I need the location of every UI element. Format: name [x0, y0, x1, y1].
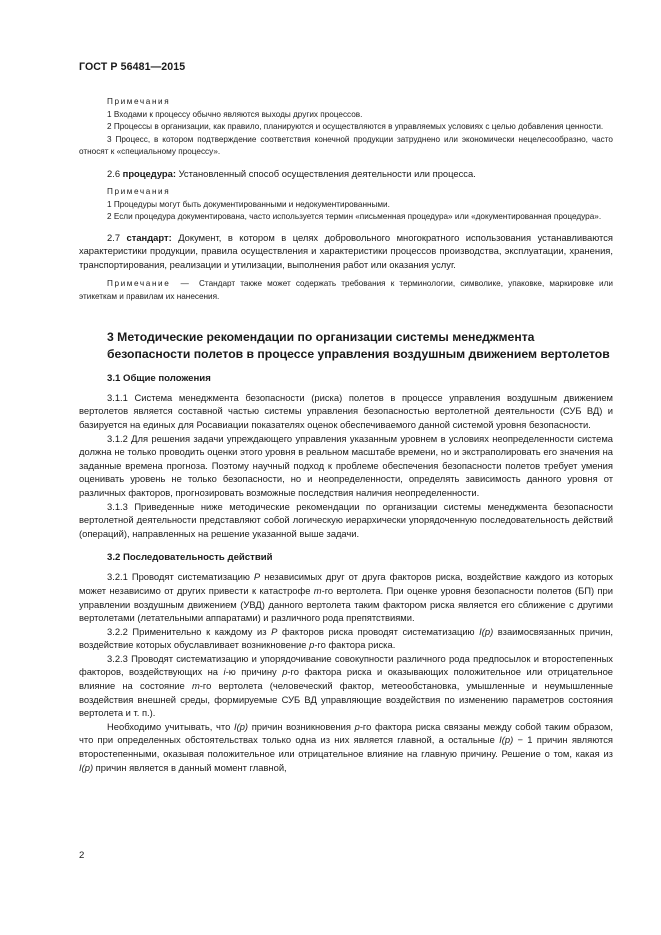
text-run: -го фактора риска и оказывающих положительное или отрицательное влияние на состояние: [79, 666, 614, 692]
math-var: p: [354, 720, 360, 732]
definition-term: процедура:: [122, 167, 176, 179]
note-item: 2 Если процедура документирована, часто используется термин «письменная процедура» или «документированная процедура».: [107, 212, 602, 222]
text-run: − 1 причин являются второстепенными, оказывая положительное или отрицательное влияние на главную причину. Решение о том, какая из: [79, 734, 614, 760]
paragraph-3-1-1: 3.1.1 Система менеджмента безопасности (риска) полетов в процессе управления воздушным движением вертолетов является составной частью системы управления безопасностью вертолетной деятельности (СУБ ВД) и базируется на единых для Росавиации показателях оценок обеспечиваемого данной системой уровня безопасности.: [79, 391, 613, 430]
paragraph-3-2-1: [79, 570, 613, 624]
text-run: 3.2.3 Проводят систематизацию и упорядочивание совокупности различного рода предпосылок и второстепенных факторов, воздействующих на: [79, 652, 613, 678]
definition-2-6: [79, 167, 613, 181]
note-heading: Примечание: [107, 279, 171, 289]
math-var: P: [271, 625, 278, 637]
definition-number: 2.6: [107, 167, 121, 179]
notes-heading: Примечания: [107, 187, 171, 197]
text-run: 3.2.2 Применительно к каждому из: [107, 625, 267, 637]
math-var: I(p): [79, 761, 94, 773]
text-run: -го вертолета. При оценке уровня безопасности полетов (БП) при управлении воздушным движением (УВД) данного вертолета таким фактором риска является его сближение с другими вертолетами (летательными аппаратами) и различного рода препятствиями.: [79, 584, 613, 624]
note-item: 1 Процедуры могут быть документированными и недокументированными.: [107, 199, 390, 209]
text-run: независимых друг от друга факторов риска, воздействие каждого из которых может независимо от других привести к катастрофе: [79, 571, 613, 596]
paragraph-3-1-3: 3.1.3 Приведенные ниже методические рекомендации по организации системы менеджмента безопасности вертолетной деятельности представляют собой логическую иерархически упорядоченную последовательность действий (операций), направленных на решение указанной выше задачи.: [79, 500, 613, 539]
paragraph-3-1-2: 3.1.2 Для решения задачи упреждающего управления указанным уровнем в условиях неопределенности система должна не только проводить оценки этого уровня в реальном масштабе времени, но и экстраполировать его значения на заданные времена прогноза. Поэтому научный подход к проблеме обеспечения безопасности полетов требует умения оценивать уровень не только безопасности, но и неопределенности, определять зависимость данного уровня от различных факторов, прогнозировать возможные последствия наличия неопределенности.: [79, 432, 613, 498]
document-code-header: ГОСТ Р 56481—2015: [79, 61, 186, 73]
math-var: m: [191, 680, 200, 692]
text-run: причин возникновения: [251, 720, 351, 732]
math-var: p: [282, 666, 288, 678]
text-run: факторов риска проводят систематизацию: [281, 625, 475, 637]
paragraph-3-2-3: [79, 652, 613, 720]
definition-text: Установленный способ осуществления деятельности или процесса.: [178, 167, 476, 179]
text-run: 3.2.1 Проводят систематизацию: [107, 571, 250, 583]
math-var: m: [313, 584, 322, 596]
note-item: 1 Входами к процессу обычно являются выходы других процессов.: [107, 109, 363, 119]
text-run: -го фактора риска связаны между собой таким образом, что при определенных обстоятельствах только одна из них является главной, а остальные: [79, 720, 613, 746]
page-content: [79, 96, 613, 774]
subsection-3-2-title: 3.2 Последовательность действий: [107, 552, 273, 564]
text-run: причин является в данный момент главной,: [95, 761, 287, 773]
math-var: I(p): [233, 720, 249, 732]
math-var: I(p): [479, 625, 494, 637]
text-run: Необходимо учитывать, что: [107, 720, 231, 732]
definition-number: 2.7: [107, 231, 121, 243]
text-run: -го фактора риска.: [314, 639, 396, 651]
definition-term: стандарт:: [126, 231, 172, 243]
page-number: 2: [79, 850, 85, 861]
note-text: Стандарт также может содержать требования к терминологии, символике, упаковке, маркировке или этикеткам и правилам их нанесения.: [79, 279, 613, 301]
note-item: 3 Процесс, в котором подтверждение соответствия конечной продукции затруднено или экономически нецелесообразно, часто относят к «специальному процессу».: [79, 134, 613, 156]
paragraph-necessity: [79, 720, 613, 774]
math-var: p: [309, 639, 315, 651]
text-run: взаимосвязанных причин, воздействие которых обуславливает возникновение: [79, 625, 613, 651]
definition-text: Документ, в котором в целях добровольного многократного использования устанавливаются характеристики продукции, правила осуществления и характеристики процессов производства, эксплуатации, хранения, транспортирования, реализации и утилизации, выполнения работ или оказания услуг.: [79, 231, 613, 270]
math-var: I(p): [499, 734, 514, 746]
subsection-3-1-title: 3.1 Общие положения: [107, 372, 211, 384]
math-var: i: [223, 666, 226, 678]
text-run: -го вертолета (человеческий фактор, метеообстановка, умышленные и неумышленные воздействия внешней среды, формируемые СУБ ВД управляющие воздействия по изменению параметров состояния вертолета и т. п.).: [79, 680, 613, 719]
text-run: -ю причину: [225, 666, 277, 678]
note-dash: —: [180, 279, 189, 289]
note-item: 2 Процессы в организации, как правило, планируются и осуществляются в управляемых условиях с целью добавления ценности.: [107, 122, 604, 131]
math-var: P: [253, 571, 261, 583]
definition-2-7: [79, 231, 613, 272]
note-2-7: [79, 278, 613, 303]
paragraph-3-2-2: [79, 625, 613, 652]
section-3-title: 3 Методические рекомендации по организации системы менеджмента безопасности полетов в процессе управления воздушным движением вертолетов: [107, 330, 610, 361]
notes-heading: Примечания: [107, 97, 171, 106]
